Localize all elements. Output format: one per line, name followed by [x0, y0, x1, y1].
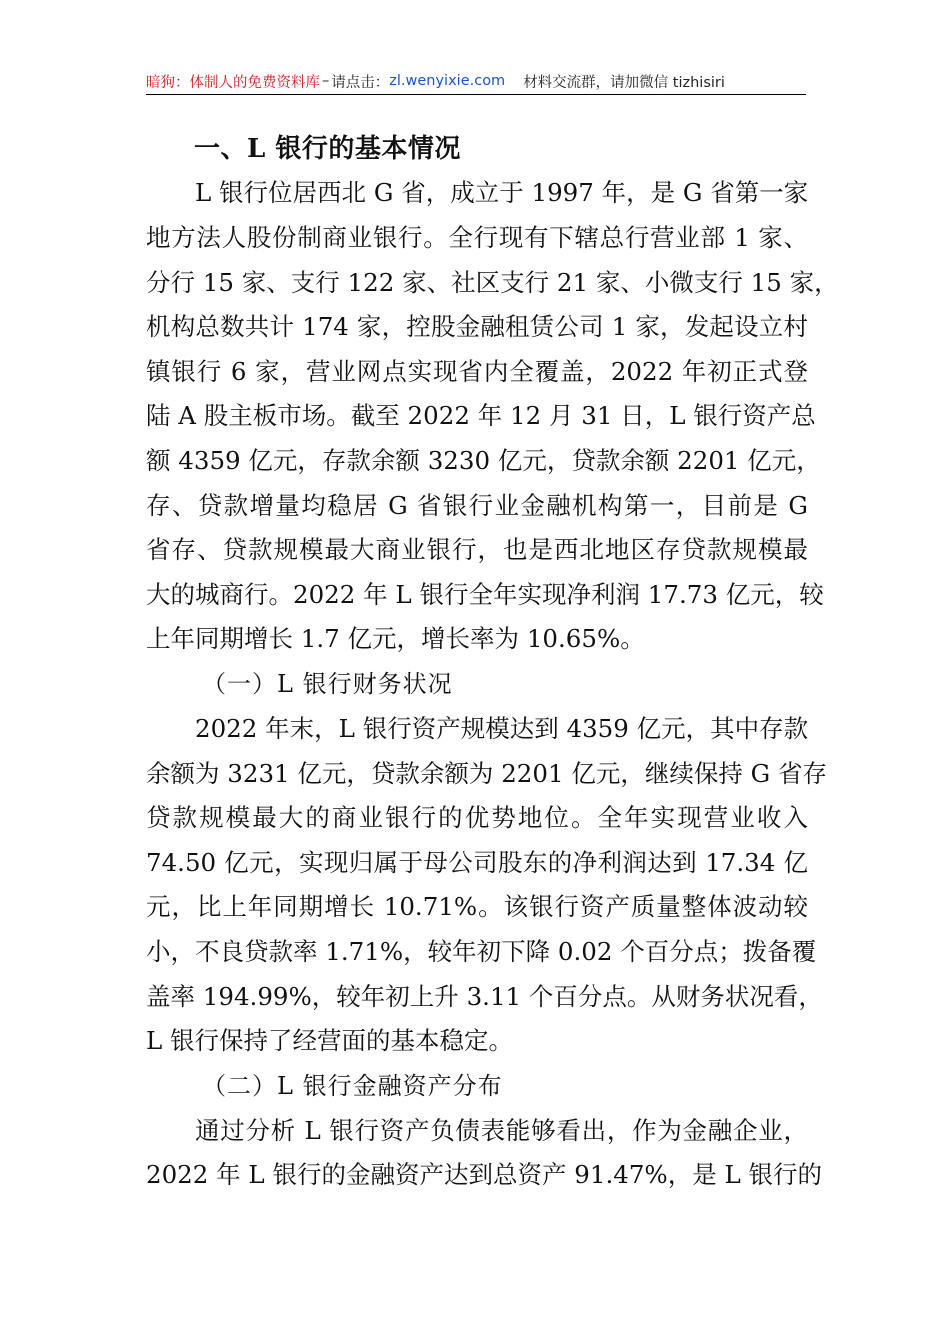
paragraph-line: L 银行位居西北 G 省，成立于 1997 年，是 G 省第一家 — [195, 178, 809, 207]
paragraph-line: 通过分析 L 银行资产负债表能够看出，作为金融企业， — [195, 1116, 808, 1145]
paragraph-line: 大的城商行。2022 年 L 银行全年实现净利润 17.73 亿元，较 — [146, 580, 824, 609]
header-separator: – — [322, 73, 330, 89]
paragraph-line: 74.50 亿元，实现归属于母公司股东的净利润达到 17.34 亿 — [146, 848, 808, 877]
paragraph-line: 地方法人股份制商业银行。全行现有下辖总行营业部 1 家、 — [146, 223, 808, 252]
paragraph-line: 余额为 3231 亿元，贷款余额为 2201 亿元，继续保持 G 省存 — [146, 759, 827, 788]
paragraph-line: 额 4359 亿元，存款余额 3230 亿元，贷款余额 2201 亿元， — [146, 446, 821, 475]
paragraph-line: 2022 年 L 银行的金融资产达到总资产 91.47%，是 L 银行的 — [146, 1160, 823, 1189]
paragraph-line: 分行 15 家、支行 122 家、社区支行 21 家、小微支行 15 家， — [146, 268, 839, 297]
header-prompt: 请点击： — [331, 74, 390, 91]
paragraph-line: 上年同期增长 1.7 亿元，增长率为 10.65%。 — [146, 624, 645, 653]
paragraph-line: L 银行保持了经营面的基本稳定。 — [146, 1026, 514, 1055]
paragraph-line: 2022 年末，L 银行资产规模达到 4359 亿元，其中存款 — [195, 714, 809, 743]
subsection-heading-financial-status: （一）L 银行财务状况 — [202, 670, 453, 698]
section-heading-basic-info: 一、L 银行的基本情况 — [194, 134, 461, 164]
subsection-heading-asset-distribution: （二）L 银行金融资产分布 — [202, 1072, 503, 1100]
header-url-link[interactable]: zl.wenyixie.com — [389, 73, 506, 89]
paragraph-line: 元，比上年同期增长 10.71%。该银行资产质量整体波动较 — [146, 892, 808, 921]
paragraph-line: 镇银行 6 家，营业网点实现省内全覆盖，2022 年初正式登 — [146, 357, 808, 386]
paragraph-line: 存、贷款增量均稳居 G 省银行业金融机构第一，目前是 G — [146, 491, 808, 520]
header-group-note: 材料交流群，请加微信 tizhisiri — [523, 74, 725, 91]
page-header — [146, 68, 806, 95]
header-brand: 暗狗：体制人的免费资料库 — [146, 74, 320, 91]
paragraph-line: 盖率 194.99%，较年初上升 3.11 个百分点。从财务状况看， — [146, 982, 823, 1011]
paragraph-line: 小，不良贷款率 1.71%，较年初下降 0.02 个百分点；拨备覆 — [146, 937, 817, 966]
paragraph-line: 陆 A 股主板市场。截至 2022 年 12 月 31 日，L 银行资产总 — [146, 401, 816, 430]
paragraph-line: 省存、贷款规模最大商业银行，也是西北地区存贷款规模最 — [146, 535, 808, 564]
paragraph-line: 贷款规模最大的商业银行的优势地位。全年实现营业收入 — [146, 803, 808, 832]
paragraph-line: 机构总数共计 174 家，控股金融租赁公司 1 家，发起设立村 — [146, 312, 808, 341]
